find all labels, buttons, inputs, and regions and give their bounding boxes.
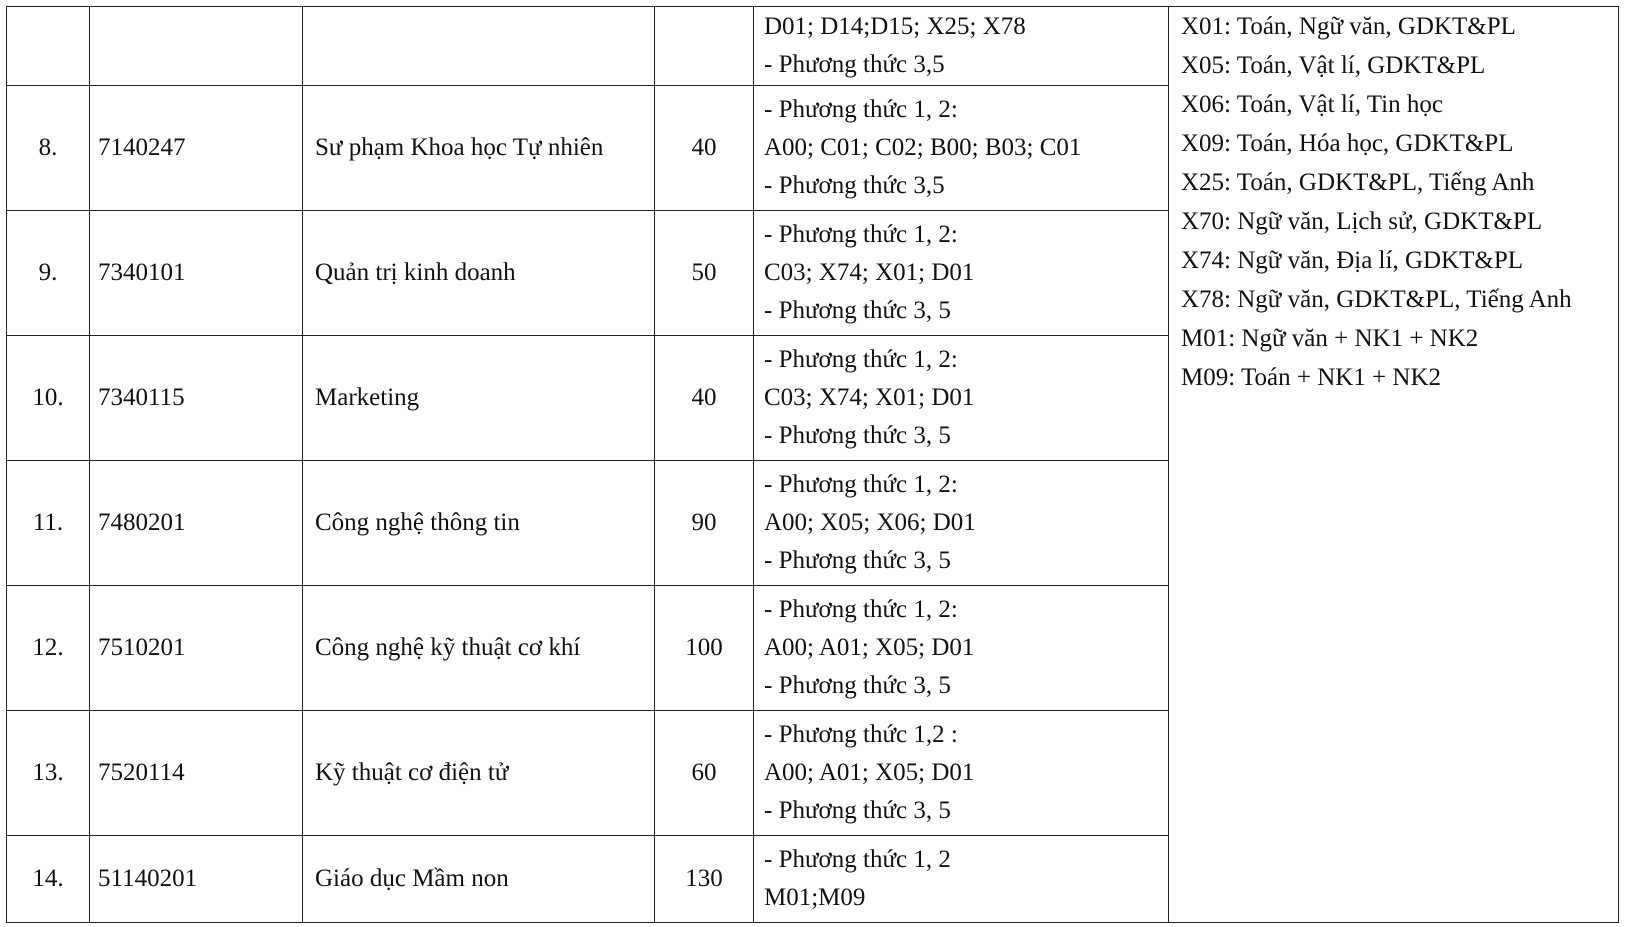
- major-name-cell: Sư phạm Khoa học Tự nhiên: [303, 86, 655, 211]
- method-cell: [754, 7, 1169, 86]
- quota-cell: 50: [655, 211, 754, 336]
- method-line: A00; A01; X05; D01: [764, 634, 975, 661]
- method-line: - Phương thức 3,5: [764, 51, 945, 78]
- method-line: - Phương thức 1, 2:: [764, 221, 958, 248]
- major-name-cell: [303, 7, 655, 86]
- method-line: - Phương thức 3, 5: [764, 547, 951, 574]
- legend-entry: X06: Toán, Vật lí, Tin học: [1181, 91, 1443, 118]
- stt-cell: 8.: [7, 86, 90, 211]
- major-code-cell: 7340101: [90, 211, 303, 336]
- legend-entry: M09: Toán + NK1 + NK2: [1181, 364, 1442, 391]
- major-name-cell: Giáo dục Mầm non: [303, 836, 655, 923]
- method-line: D01; D14;D15; X25; X78: [764, 13, 1026, 40]
- legend-entry: X74: Ngữ văn, Địa lí, GDKT&PL: [1181, 247, 1523, 274]
- quota-cell: 100: [655, 586, 754, 711]
- method-cell: [754, 336, 1169, 461]
- admissions-table: [6, 6, 1619, 923]
- major-code-cell: [90, 7, 303, 86]
- method-line: - Phương thức 3, 5: [764, 797, 951, 824]
- method-line: C03; X74; X01; D01: [764, 384, 975, 411]
- quota-cell: 60: [655, 711, 754, 836]
- major-code-cell: 7140247: [90, 86, 303, 211]
- method-cell: [754, 586, 1169, 711]
- method-line: - Phương thức 3, 5: [764, 297, 951, 324]
- stt-cell: 14.: [7, 836, 90, 923]
- table-row: [7, 7, 1619, 86]
- method-line: A00; A01; X05; D01: [764, 759, 975, 786]
- method-line: - Phương thức 3,5: [764, 172, 945, 199]
- method-line: - Phương thức 1, 2:: [764, 471, 958, 498]
- quota-cell: [655, 7, 754, 86]
- legend-entry: M01: Ngữ văn + NK1 + NK2: [1181, 325, 1479, 352]
- method-cell: [754, 211, 1169, 336]
- method-line: - Phương thức 1, 2:: [764, 96, 958, 123]
- major-name-cell: Marketing: [303, 336, 655, 461]
- method-line: A00; X05; X06; D01: [764, 509, 976, 536]
- major-code-cell: 7340115: [90, 336, 303, 461]
- quota-cell: 90: [655, 461, 754, 586]
- stt-cell: [7, 7, 90, 86]
- method-line: C03; X74; X01; D01: [764, 259, 975, 286]
- stt-cell: 10.: [7, 336, 90, 461]
- legend-entry: X05: Toán, Vật lí, GDKT&PL: [1181, 52, 1486, 79]
- stt-cell: 11.: [7, 461, 90, 586]
- legend-entry: X25: Toán, GDKT&PL, Tiếng Anh: [1181, 169, 1535, 196]
- legend-entry: X01: Toán, Ngữ văn, GDKT&PL: [1181, 13, 1516, 40]
- major-code-cell: 7510201: [90, 586, 303, 711]
- method-cell: [754, 711, 1169, 836]
- method-cell: [754, 86, 1169, 211]
- legend-entry: X78: Ngữ văn, GDKT&PL, Tiếng Anh: [1181, 286, 1572, 313]
- method-line: - Phương thức 1, 2: [764, 846, 951, 873]
- quota-cell: 40: [655, 336, 754, 461]
- method-cell: [754, 836, 1169, 923]
- legend-entry: X70: Ngữ văn, Lịch sử, GDKT&PL: [1181, 208, 1543, 235]
- major-code-cell: 7520114: [90, 711, 303, 836]
- method-line: - Phương thức 3, 5: [764, 422, 951, 449]
- method-line: - Phương thức 1, 2:: [764, 596, 958, 623]
- legend-entry: X09: Toán, Hóa học, GDKT&PL: [1181, 130, 1514, 157]
- method-line: - Phương thức 1,2 :: [764, 721, 958, 748]
- method-line: - Phương thức 3, 5: [764, 672, 951, 699]
- method-line: M01;M09: [764, 884, 866, 911]
- major-code-cell: 51140201: [90, 836, 303, 923]
- major-code-cell: 7480201: [90, 461, 303, 586]
- quota-cell: 40: [655, 86, 754, 211]
- major-name-cell: Công nghệ kỹ thuật cơ khí: [303, 586, 655, 711]
- quota-cell: 130: [655, 836, 754, 923]
- subject-combination-legend: [1169, 7, 1619, 923]
- stt-cell: 9.: [7, 211, 90, 336]
- method-cell: [754, 461, 1169, 586]
- method-line: A00; C01; C02; B00; B03; C01: [764, 134, 1082, 161]
- method-line: - Phương thức 1, 2:: [764, 346, 958, 373]
- major-name-cell: Công nghệ thông tin: [303, 461, 655, 586]
- major-name-cell: Quản trị kinh doanh: [303, 211, 655, 336]
- stt-cell: 13.: [7, 711, 90, 836]
- major-name-cell: Kỹ thuật cơ điện tử: [303, 711, 655, 836]
- stt-cell: 12.: [7, 586, 90, 711]
